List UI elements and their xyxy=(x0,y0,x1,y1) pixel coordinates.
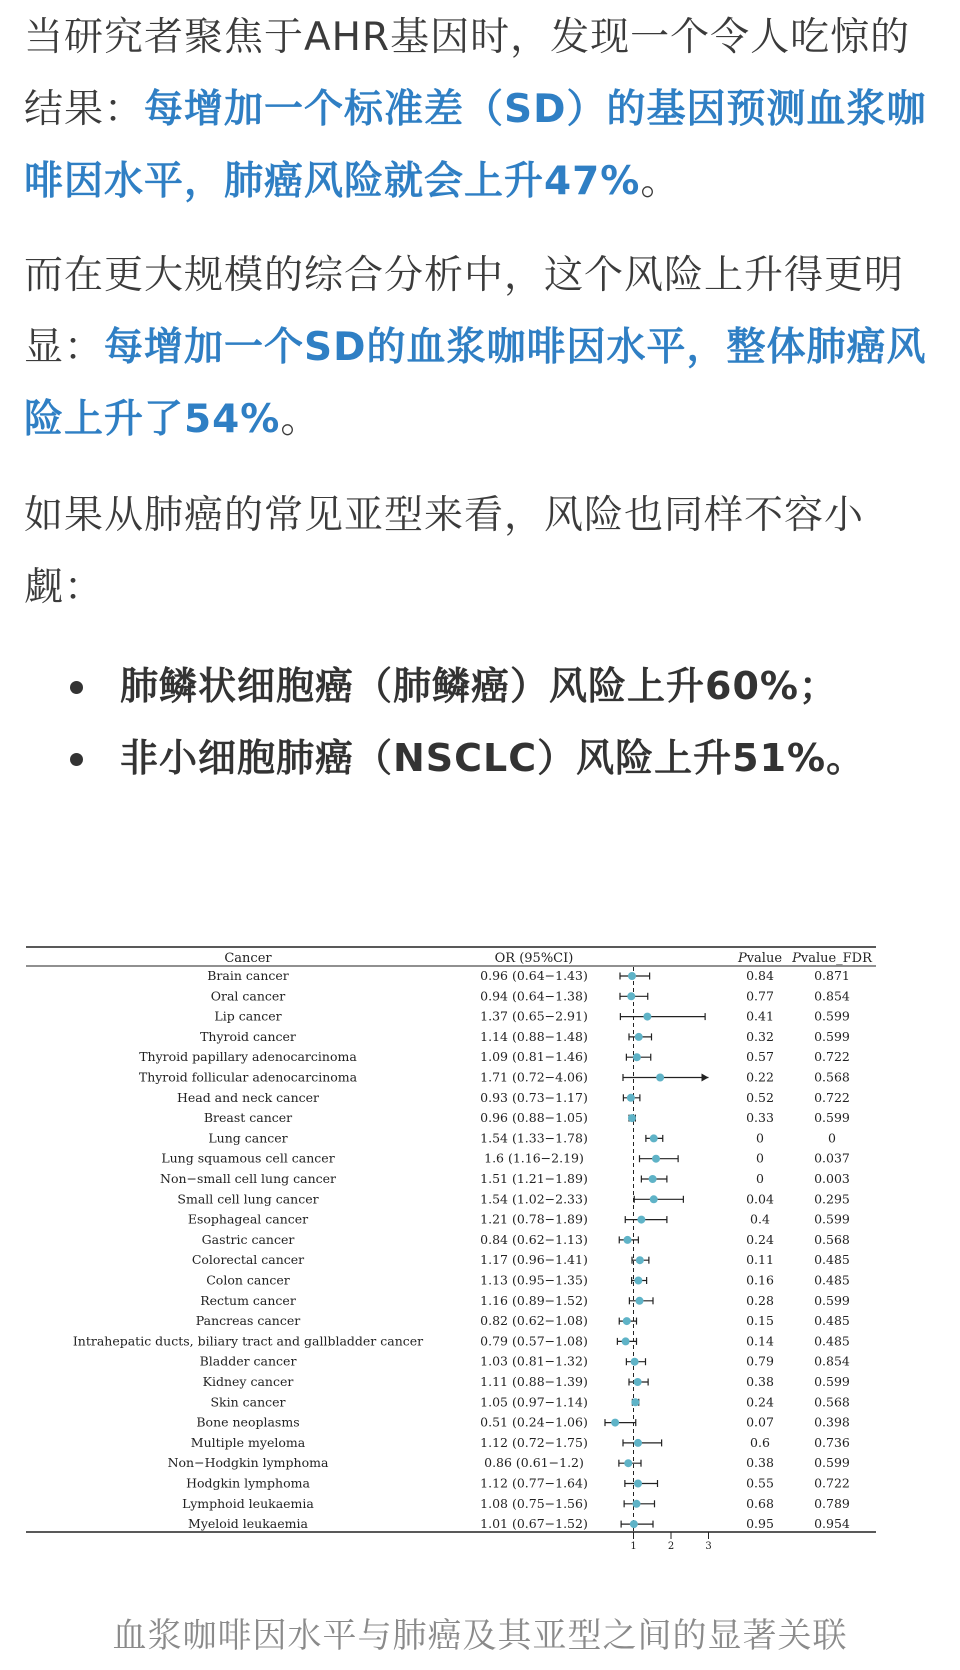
pvalue-label: 0 xyxy=(756,1130,764,1146)
header-or: OR (95%CI) xyxy=(494,951,574,966)
or-ci-label: 0.96 (0.88−1.05) xyxy=(480,1110,588,1126)
cancer-label: Lung cancer xyxy=(208,1130,288,1146)
table-row xyxy=(168,1455,850,1470)
or-ci-label: 1.12 (0.72−1.75) xyxy=(480,1434,588,1450)
table-row xyxy=(200,1293,850,1308)
header-pvalue xyxy=(737,951,782,966)
or-point xyxy=(634,1439,642,1447)
cancer-label: Lymphoid leukaemia xyxy=(182,1495,314,1511)
or-point xyxy=(631,1398,639,1406)
pvalue-fdr-label: 0 xyxy=(828,1130,836,1146)
pvalue-fdr-label: 0.568 xyxy=(814,1069,850,1085)
cancer-label: Kidney cancer xyxy=(202,1374,294,1389)
highlight-text: 每增加一个SD的血浆咖啡因水平，整体肺癌风险上升了54% xyxy=(24,325,927,442)
header-pvalue-fdr xyxy=(791,951,873,966)
bullet-text: 肺鳞状细胞癌（肺鳞癌）风险上升60%； xyxy=(120,664,838,708)
bullet-list xyxy=(70,650,930,794)
pvalue-label: 0.14 xyxy=(746,1333,774,1349)
pvalue-label: 0 xyxy=(756,1171,764,1186)
pvalue-label: 0.52 xyxy=(746,1089,774,1105)
table-row xyxy=(203,1374,850,1389)
pvalue-fdr-label: 0.485 xyxy=(814,1272,850,1288)
pvalue-label: 0.33 xyxy=(746,1110,774,1126)
or-point xyxy=(636,1256,644,1264)
axis-tick-label: 1 xyxy=(630,1541,637,1552)
table-row xyxy=(192,1252,850,1267)
or-ci-label: 1.54 (1.33−1.78) xyxy=(480,1130,588,1146)
pvalue-fdr-label: 0.599 xyxy=(814,1374,850,1389)
pvalue-fdr-label: 0.037 xyxy=(814,1150,850,1166)
table-row xyxy=(200,1354,850,1369)
table-row xyxy=(208,1130,836,1145)
or-ci-label: 1.21 (0.78−1.89) xyxy=(480,1211,588,1227)
or-point xyxy=(637,1216,645,1224)
or-ci-label: 0.93 (0.73−1.17) xyxy=(480,1089,588,1105)
pvalue-fdr-label: 0.736 xyxy=(814,1434,850,1450)
para-meta xyxy=(24,240,936,456)
table-row xyxy=(196,1415,850,1430)
table-row xyxy=(200,1029,850,1044)
header-fdr-italic: P xyxy=(792,951,801,966)
or-ci-label: 0.82 (0.62−1.08) xyxy=(480,1313,588,1329)
pvalue-fdr-label: 0.485 xyxy=(814,1333,850,1349)
cancer-label: Bone neoplasms xyxy=(196,1414,300,1430)
table-row xyxy=(182,1496,850,1511)
table-row xyxy=(206,1273,850,1288)
cancer-label: Lung squamous cell cancer xyxy=(161,1150,335,1166)
cancer-label: Colorectal cancer xyxy=(191,1252,305,1268)
body-text: 。 xyxy=(280,397,321,442)
or-ci-label: 1.17 (0.96−1.41) xyxy=(480,1252,588,1268)
figure-caption: 血浆咖啡因水平与肺癌及其亚型之间的显著关联 xyxy=(112,1616,848,1656)
cancer-label: Brain cancer xyxy=(207,968,289,983)
pvalue-fdr-label: 0.599 xyxy=(814,1455,850,1471)
cancer-label: Esophageal cancer xyxy=(187,1211,309,1227)
cancer-label: Thyroid follicular adenocarcinoma xyxy=(138,1069,358,1085)
or-point xyxy=(627,992,635,1000)
pvalue-label: 0.6 xyxy=(750,1434,770,1450)
pvalue-fdr-label: 0.722 xyxy=(814,1089,850,1105)
pvalue-fdr-label: 0.599 xyxy=(814,1211,850,1227)
or-ci-label: 1.6 (1.16−2.19) xyxy=(484,1150,584,1166)
pvalue-fdr-label: 0.871 xyxy=(814,968,850,983)
pvalue-label: 0.11 xyxy=(746,1252,774,1268)
cancer-label: Non−small cell lung cancer xyxy=(160,1171,336,1186)
pvalue-fdr-label: 0.568 xyxy=(814,1231,850,1247)
or-point xyxy=(652,1155,660,1163)
or-point xyxy=(634,1378,642,1386)
pvalue-label: 0.04 xyxy=(746,1191,774,1207)
table-row xyxy=(188,1212,850,1227)
axis-tick-label: 3 xyxy=(705,1541,712,1552)
pvalue-label: 0.16 xyxy=(746,1272,774,1288)
or-point xyxy=(628,1114,636,1122)
or-point xyxy=(635,1033,643,1041)
pvalue-label: 0.84 xyxy=(746,968,774,983)
pvalue-label: 0.28 xyxy=(746,1292,774,1308)
table-row xyxy=(139,1049,850,1064)
or-ci-label: 1.05 (0.97−1.14) xyxy=(480,1394,588,1410)
or-ci-label: 1.51 (1.21−1.89) xyxy=(480,1171,588,1186)
table-row xyxy=(210,1394,849,1409)
cancer-label: Skin cancer xyxy=(210,1394,286,1410)
cancer-label: Oral cancer xyxy=(210,988,286,1004)
or-point xyxy=(611,1419,619,1427)
or-ci-label: 1.16 (0.89−1.52) xyxy=(480,1292,588,1308)
pvalue-label: 0.57 xyxy=(746,1049,774,1065)
or-ci-label: 1.01 (0.67−1.52) xyxy=(480,1516,588,1532)
cancer-label: Myeloid leukaemia xyxy=(188,1516,308,1532)
bullet-item-lusc xyxy=(70,650,930,722)
or-point xyxy=(630,1520,638,1528)
pvalue-fdr-label: 0.789 xyxy=(814,1495,850,1511)
pvalue-fdr-label: 0.599 xyxy=(814,1292,850,1308)
or-ci-label: 1.11 (0.88−1.39) xyxy=(480,1374,588,1389)
pvalue-label: 0 xyxy=(756,1150,764,1166)
cancer-label: Thyroid cancer xyxy=(200,1028,296,1044)
pvalue-label: 0.15 xyxy=(746,1313,774,1329)
cancer-label: Pancreas cancer xyxy=(195,1313,301,1329)
table-row xyxy=(196,1313,850,1328)
pvalue-label: 0.55 xyxy=(746,1475,774,1491)
cancer-label: Small cell lung cancer xyxy=(177,1191,319,1207)
pvalue-fdr-label: 0.568 xyxy=(814,1394,850,1410)
or-ci-label: 0.84 (0.62−1.13) xyxy=(480,1231,588,1247)
table-row xyxy=(139,1070,850,1085)
pvalue-fdr-label: 0.599 xyxy=(814,1028,850,1044)
pvalue-fdr-label: 0.599 xyxy=(814,1110,850,1126)
pvalue-label: 0.4 xyxy=(750,1211,770,1227)
axis-tick-label: 2 xyxy=(667,1541,675,1552)
or-ci-label: 0.96 (0.64−1.43) xyxy=(480,968,588,983)
pvalue-label: 0.95 xyxy=(746,1516,774,1532)
bullet-dot-icon xyxy=(70,753,83,766)
or-ci-label: 0.86 (0.61−1.2) xyxy=(484,1455,584,1471)
table-row xyxy=(211,988,850,1003)
or-point xyxy=(624,1236,632,1244)
or-ci-label: 1.12 (0.77−1.64) xyxy=(480,1475,588,1491)
table-row xyxy=(73,1333,850,1348)
pvalue-label: 0.79 xyxy=(746,1353,774,1369)
pvalue-label: 0.22 xyxy=(746,1069,774,1085)
table-row xyxy=(202,1232,850,1247)
header-pvalue-rest: value xyxy=(746,951,783,966)
table-row xyxy=(160,1171,850,1186)
or-point xyxy=(634,1480,642,1488)
table-row xyxy=(161,1151,850,1166)
pvalue-fdr-label: 0.485 xyxy=(814,1252,850,1268)
cancer-label: Gastric cancer xyxy=(201,1231,295,1247)
or-point xyxy=(631,1358,639,1366)
or-point xyxy=(650,1134,658,1142)
or-ci-label: 1.13 (0.95−1.35) xyxy=(480,1272,588,1288)
pvalue-label: 0.32 xyxy=(746,1028,774,1044)
pvalue-fdr-label: 0.854 xyxy=(814,1353,850,1369)
highlight-text: 每增加一个标准差（SD）的基因预测血浆咖啡因水平，肺癌风险就会上升47% xyxy=(24,87,927,204)
bullet-item-nsclc xyxy=(70,722,930,794)
cancer-label: Non−Hodgkin lymphoma xyxy=(167,1455,329,1471)
bullet-text: 非小细胞肺癌（NSCLC）风险上升51%。 xyxy=(120,736,866,780)
pvalue-fdr-label: 0.722 xyxy=(814,1049,850,1065)
body-text: 如果从肺癌的常见亚型来看，风险也同样不容小觑： xyxy=(24,493,865,610)
cancer-label: Lip cancer xyxy=(214,1008,282,1024)
cancer-label: Intrahepatic ducts, biliary tract and gallbladder cancer xyxy=(72,1333,424,1349)
pvalue-label: 0.38 xyxy=(746,1455,774,1471)
pvalue-label: 0.07 xyxy=(746,1414,774,1430)
pvalue-fdr-label: 0.722 xyxy=(814,1475,850,1491)
pvalue-label: 0.24 xyxy=(746,1231,774,1247)
header-cancer: Cancer xyxy=(224,951,272,966)
or-point xyxy=(656,1074,664,1082)
cancer-label: Breast cancer xyxy=(203,1110,293,1126)
table-row xyxy=(177,1090,850,1105)
or-ci-label: 1.37 (0.65−2.91) xyxy=(480,1008,588,1024)
table-row xyxy=(214,1009,850,1024)
or-ci-label: 1.09 (0.81−1.46) xyxy=(480,1049,588,1065)
or-point xyxy=(627,1094,635,1102)
or-ci-label: 1.14 (0.88−1.48) xyxy=(480,1028,588,1044)
pvalue-fdr-label: 0.485 xyxy=(814,1313,850,1329)
or-ci-label: 1.71 (0.72−4.06) xyxy=(480,1069,588,1085)
or-point xyxy=(643,1013,651,1021)
header-fdr-rest: value_FDR xyxy=(800,951,872,966)
or-point xyxy=(633,1053,641,1061)
cancer-label: Head and neck cancer xyxy=(176,1089,320,1105)
para-ahr xyxy=(24,2,936,218)
or-point xyxy=(636,1297,644,1305)
or-point xyxy=(650,1195,658,1203)
or-point xyxy=(624,1459,632,1467)
pvalue-fdr-label: 0.295 xyxy=(814,1191,850,1207)
pvalue-label: 0.68 xyxy=(746,1495,774,1511)
or-ci-label: 1.08 (0.75−1.56) xyxy=(480,1495,588,1511)
table-row xyxy=(186,1476,850,1491)
body-text: 当研究者聚焦于AHR基因时，发现一个令人吃惊的结果： xyxy=(24,15,911,132)
pvalue-label: 0.41 xyxy=(746,1008,774,1024)
cancer-label: Colon cancer xyxy=(206,1272,290,1288)
body-text: 而在更大规模的综合分析中，这个风险上升得更明显： xyxy=(24,253,905,370)
pvalue-fdr-label: 0.854 xyxy=(814,988,850,1004)
or-ci-label: 0.94 (0.64−1.38) xyxy=(480,988,588,1004)
or-ci-label: 1.03 (0.81−1.32) xyxy=(480,1353,588,1369)
ci-arrow-icon xyxy=(702,1074,709,1082)
cancer-label: Bladder cancer xyxy=(199,1353,297,1369)
table-row xyxy=(177,1191,849,1206)
or-ci-label: 0.79 (0.57−1.08) xyxy=(480,1333,588,1349)
or-point xyxy=(633,1500,641,1508)
or-ci-label: 0.51 (0.24−1.06) xyxy=(480,1414,588,1430)
table-row xyxy=(207,968,850,983)
pvalue-label: 0.77 xyxy=(746,988,774,1004)
pvalue-fdr-label: 0.954 xyxy=(814,1516,850,1532)
or-point xyxy=(628,972,636,980)
table-row xyxy=(191,1435,850,1450)
or-point xyxy=(623,1317,631,1325)
table-row xyxy=(188,1516,850,1531)
forest-plot-figure xyxy=(26,944,938,1594)
table-row xyxy=(204,1110,850,1125)
pvalue-fdr-label: 0.599 xyxy=(814,1008,850,1024)
pvalue-fdr-label: 0.003 xyxy=(814,1171,850,1186)
body-text: 。 xyxy=(640,159,681,204)
pvalue-label: 0.38 xyxy=(746,1374,774,1389)
or-point xyxy=(622,1337,630,1345)
cancer-label: Hodgkin lymphoma xyxy=(186,1475,310,1491)
or-point xyxy=(649,1175,657,1183)
or-ci-label: 1.54 (1.02−2.33) xyxy=(480,1191,588,1207)
or-point xyxy=(634,1277,642,1285)
bullet-dot-icon xyxy=(70,681,83,694)
pvalue-fdr-label: 0.398 xyxy=(814,1414,850,1430)
cancer-label: Thyroid papillary adenocarcinoma xyxy=(139,1049,357,1065)
pvalue-label: 0.24 xyxy=(746,1394,774,1410)
header-pvalue-italic: P xyxy=(737,951,747,966)
cancer-label: Rectum cancer xyxy=(200,1292,296,1308)
cancer-label: Multiple myeloma xyxy=(190,1434,306,1450)
para-subtypes xyxy=(24,480,936,624)
